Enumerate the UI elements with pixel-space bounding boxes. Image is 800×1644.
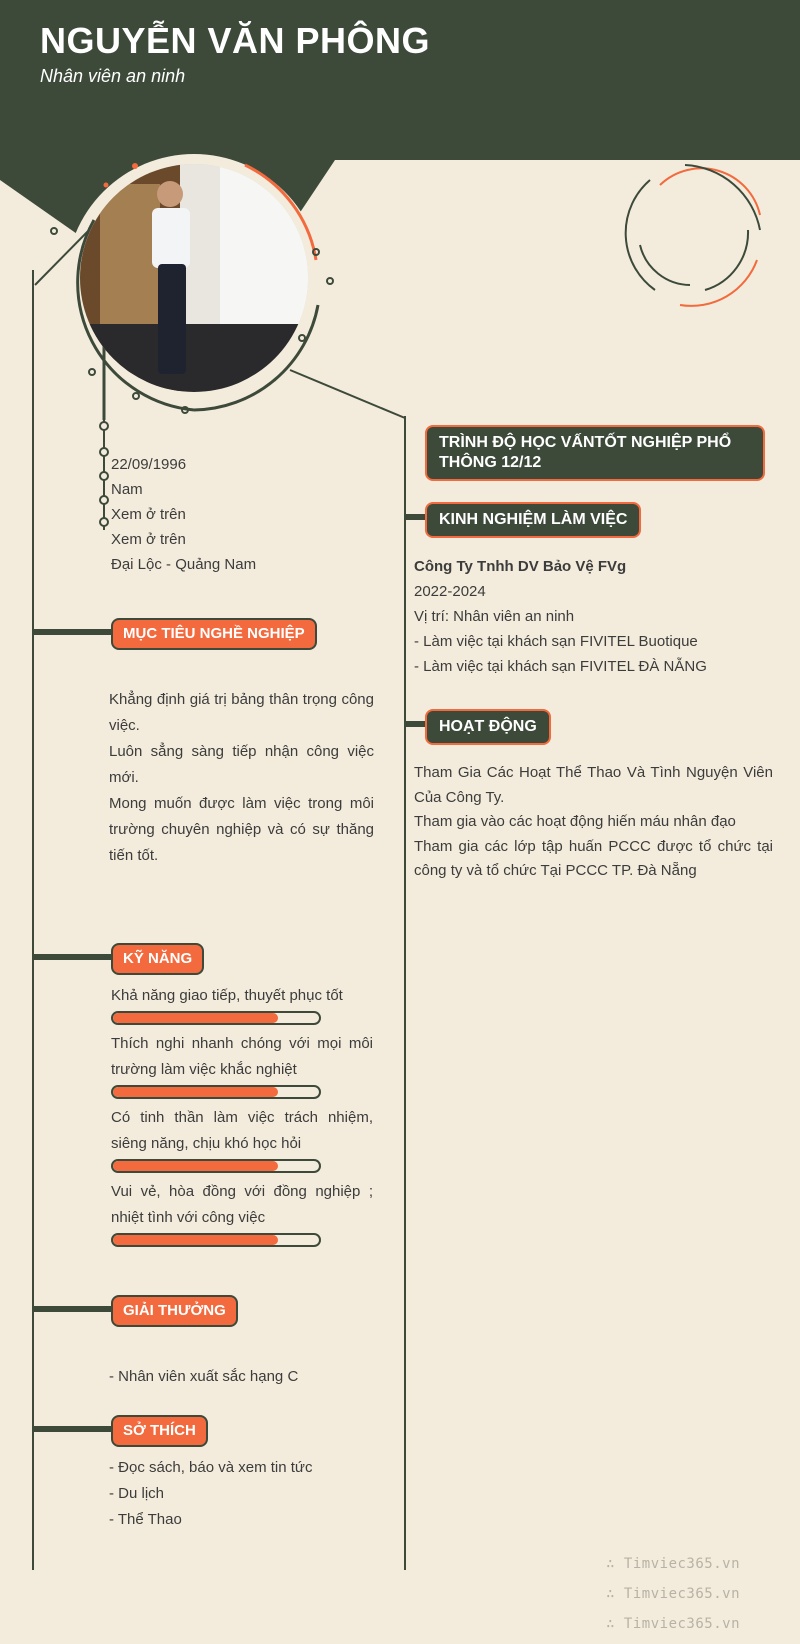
experience-detail: - Làm việc tại khách sạn FIVITEL Buotique xyxy=(414,633,698,650)
activity-line: Tham Gia Các Hoạt Thể Thao Và Tình Nguyện Viên Của Công Ty. xyxy=(414,764,773,806)
phone: Xem ở trên xyxy=(111,506,186,523)
birth-date: 22/09/1996 xyxy=(111,456,187,473)
experience-company: Công Ty Tnhh DV Bảo Vệ FVg xyxy=(414,558,627,575)
hobbies-connector xyxy=(32,1426,112,1432)
career-goal-connector xyxy=(32,629,112,635)
job-title: Nhân viên an ninh xyxy=(40,66,186,86)
activity-line: Tham gia các lớp tập huấn PCCC được tổ chức tại công ty và tổ chức Tại PCCC TP. Đà Nẵng xyxy=(414,837,773,879)
skill-fill xyxy=(113,1235,278,1245)
skill-fill xyxy=(113,1161,278,1171)
skill-label: Vui vẻ, hòa đồng với đồng nghiệp ; nhiệt tình với công việc xyxy=(111,1183,373,1226)
hobby-item: - Thể Thao xyxy=(109,1511,182,1528)
activities-heading: HOẠT ĐỘNG xyxy=(425,709,551,745)
skill-bar xyxy=(111,1085,321,1099)
gender: Nam xyxy=(111,481,143,498)
skill-fill xyxy=(113,1087,278,1097)
address: Đại Lộc - Quảng Nam xyxy=(111,556,257,573)
person-photo-icon xyxy=(80,164,308,392)
profile-photo xyxy=(80,164,308,392)
watermark-text: ∴ Timviec365.vn xyxy=(606,1616,740,1632)
email: Xem ở trên xyxy=(111,531,186,548)
skill-label: Khả năng giao tiếp, thuyết phục tốt xyxy=(111,987,343,1004)
skill-item xyxy=(111,1031,373,1099)
skill-label: Có tinh thần làm việc trách nhiệm, siêng năng, chịu khó học hỏi xyxy=(111,1109,373,1152)
watermark-text: ∴ Timviec365.vn xyxy=(606,1586,740,1602)
skill-item xyxy=(111,983,373,1025)
experience-detail: - Làm việc tại khách sạn FIVITEL ĐÀ NẴNG xyxy=(414,658,707,675)
awards-heading: GIẢI THƯỞNG xyxy=(111,1295,238,1327)
experience-period: 2022-2024 xyxy=(414,583,486,600)
awards-list xyxy=(109,1364,298,1389)
experience-position: Vị trí: Nhân viên an ninh xyxy=(414,608,575,625)
activities-body xyxy=(414,761,773,884)
watermark-text: ∴ Timviec365.vn xyxy=(606,1556,740,1572)
career-goal-line: Luôn sẳng sàng tiếp nhận công việc mới. xyxy=(109,743,374,786)
skills-list xyxy=(111,983,373,1247)
left-timeline-line xyxy=(32,270,34,1570)
hobbies-list xyxy=(109,1455,312,1533)
skills-heading: KỸ NĂNG xyxy=(111,943,204,975)
award-item: - Nhân viên xuất sắc hạng C xyxy=(109,1368,299,1385)
career-goal-line: Khẳng định giá trị bảng thân trọng công việc. xyxy=(109,691,374,734)
skills-connector xyxy=(32,954,112,960)
awards-connector xyxy=(32,1306,112,1312)
education-heading: TRÌNH ĐỘ HỌC VẤNTỐT NGHIỆP PHỔ THÔNG 12/12 xyxy=(425,425,765,481)
skill-bar xyxy=(111,1233,321,1247)
skill-bar xyxy=(111,1011,321,1025)
skill-bar xyxy=(111,1159,321,1173)
candidate-name: NGUYỄN VĂN PHÔNG xyxy=(40,20,431,61)
activity-line: Tham gia vào các hoạt động hiến máu nhân đạo xyxy=(414,813,736,830)
hobbies-heading: SỞ THÍCH xyxy=(111,1415,208,1447)
skill-fill xyxy=(113,1013,278,1023)
experience-body xyxy=(414,554,774,679)
personal-info xyxy=(111,452,256,577)
hobby-item: - Đọc sách, báo và xem tin tức xyxy=(109,1459,313,1476)
skill-label: Thích nghi nhanh chóng với mọi môi trường làm việc khắc nghiệt xyxy=(111,1035,373,1078)
career-goal-body xyxy=(109,687,374,869)
skill-item xyxy=(111,1105,373,1173)
career-goal-line: Mong muốn được làm việc trong môi trường chuyên nghiệp và có sự thăng tiến tốt. xyxy=(109,795,374,864)
experience-heading: KINH NGHIỆM LÀM VIỆC xyxy=(425,502,641,538)
career-goal-heading: MỤC TIÊU NGHỀ NGHIỆP xyxy=(111,618,317,650)
skill-item xyxy=(111,1179,373,1247)
hobby-item: - Du lịch xyxy=(109,1485,165,1502)
center-timeline-line xyxy=(404,416,406,1570)
